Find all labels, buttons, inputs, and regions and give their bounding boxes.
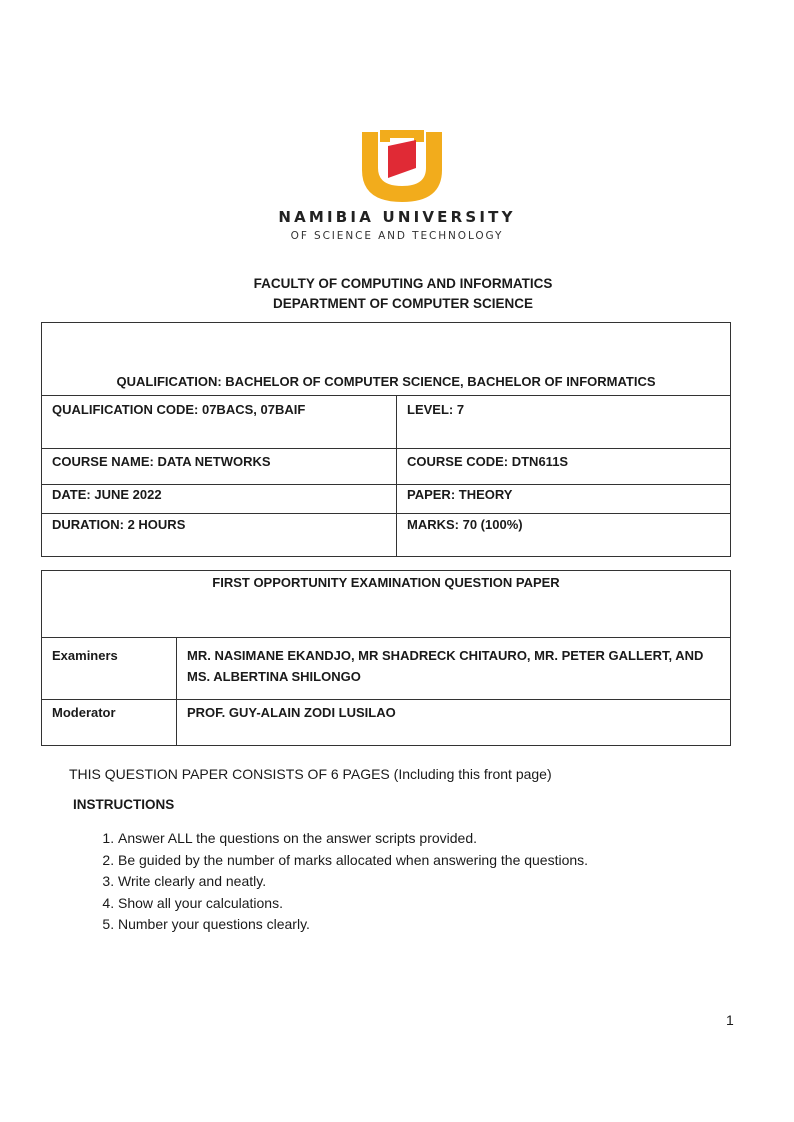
table-row [42, 514, 731, 557]
table-row [42, 485, 731, 514]
examination-table [41, 570, 731, 746]
instructions-list [72, 828, 588, 936]
list-item: 2. Be guided by the number of marks allocated when answering the questions. [118, 850, 588, 872]
list-item: 3. Write clearly and neatly. [118, 871, 588, 893]
table-row [42, 396, 731, 449]
qualification-code-cell: QUALIFICATION CODE: 07BACS, 07BAIF [42, 396, 397, 449]
list-item: 4. Show all your calculations. [118, 893, 588, 915]
list-item: 5. Number your questions clearly. [118, 914, 588, 936]
paper-cell: PAPER: THEORY [397, 485, 731, 514]
course-info-table [41, 322, 731, 557]
date-cell: DATE: JUNE 2022 [42, 485, 397, 514]
examiners-names [177, 638, 731, 700]
moderator-label: Moderator [42, 700, 177, 746]
table-row [42, 700, 731, 746]
instructions-heading: INSTRUCTIONS [73, 797, 175, 812]
page-number: 1 [726, 1012, 734, 1028]
faculty-name: FACULTY OF COMPUTING AND INFORMATICS [253, 276, 553, 291]
department-name: DEPARTMENT OF COMPUTER SCIENCE [272, 296, 533, 311]
logo-inner-frame-icon [380, 130, 424, 142]
qualification-cell: QUALIFICATION: BACHELOR OF COMPUTER SCIENCE, BACHELOR OF INFORMATICS [42, 323, 731, 396]
list-item: 1. Answer ALL the questions on the answer scripts provided. [118, 828, 588, 850]
duration-cell: DURATION: 2 HOURS [42, 514, 397, 557]
marks-cell: MARKS: 70 (100%) [397, 514, 731, 557]
level-cell: LEVEL: 7 [397, 396, 731, 449]
moderator-name: PROF. GUY-ALAIN ZODI LUSILAO [177, 700, 731, 746]
university-logo [356, 128, 448, 206]
examination-heading: FIRST OPPORTUNITY EXAMINATION QUESTION PAPER [42, 571, 731, 638]
university-subtitle: OF SCIENCE AND TECHNOLOGY [290, 230, 504, 242]
examiners-line-2: MS. ALBERTINA SHILONGO [187, 669, 361, 684]
examiners-label: Examiners [42, 638, 177, 700]
examiners-line-1: MR. NASIMANE EKANDJO, MR SHADRECK CHITAURO, MR. PETER GALLERT, AND [187, 648, 704, 663]
table-row [42, 449, 731, 485]
course-name-cell: COURSE NAME: DATA NETWORKS [42, 449, 397, 485]
logo-red-mark-icon [388, 140, 416, 178]
page-count-note: THIS QUESTION PAPER CONSISTS OF 6 PAGES (Including this front page) [69, 766, 552, 782]
faculty-heading [0, 274, 794, 314]
university-name: NAMIBIA UNIVERSITY [278, 208, 516, 226]
course-code-cell: COURSE CODE: DTN611S [397, 449, 731, 485]
table-row [42, 638, 731, 700]
